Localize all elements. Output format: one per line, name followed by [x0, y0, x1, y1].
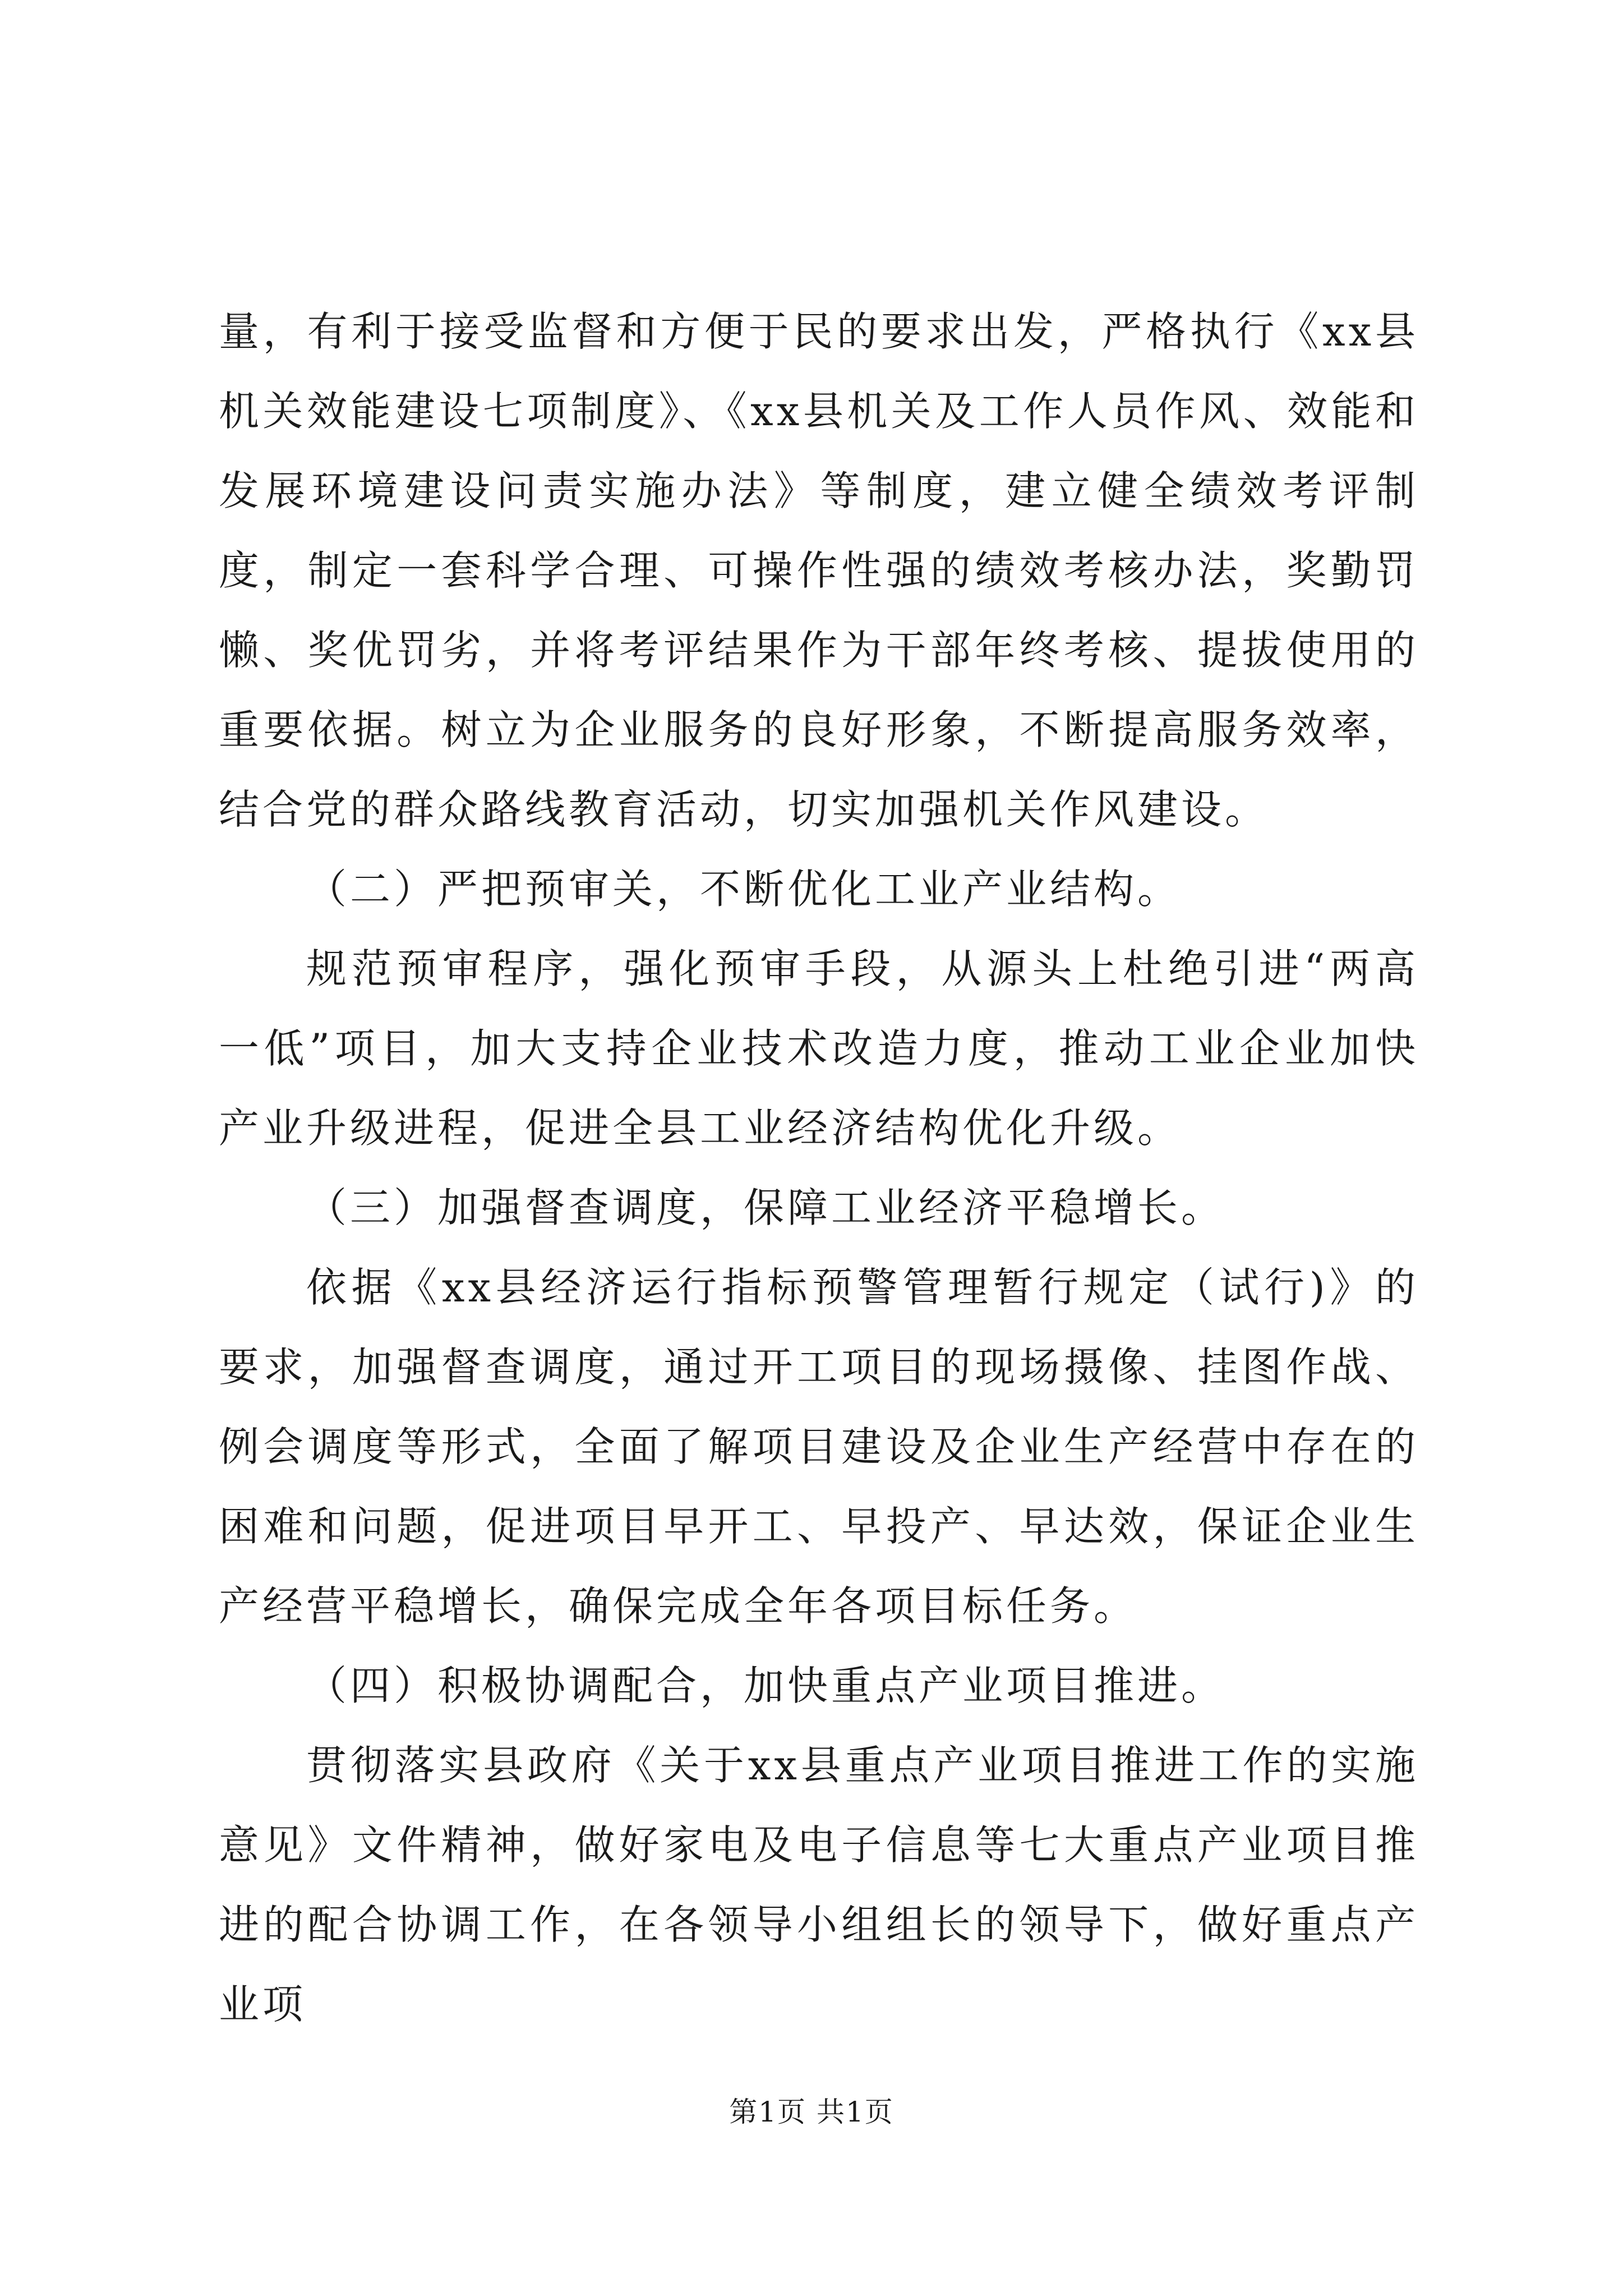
- page-footer: 第1页 共1页: [729, 2096, 894, 2128]
- section-heading-4: （四）积极协调配合，加快重点产业项目推进。: [306, 1662, 1225, 1709]
- paragraph-1: 量，有利于接受监督和方便于民的要求出发，严格执行《xx县机关效能建设七项制度》、《xx县机关及工作人员作风、效能和发展环境建设问责实施办法》等制度，建立健全绩效考评制度，制定一套科学合理、可操作性强的绩效考核办法，奖勤罚懒、奖优罚劣，并将考评结果作为干部年终考核、提拔使用的重要依据。树立为企业服务的良好形象，不断提高服务效率，结合党的群众路线教育活动，切实加强机关作风建设。: [219, 308, 1419, 833]
- section-heading-3: （三）加强督查调度，保障工业经济平稳增长。: [306, 1184, 1225, 1231]
- paragraph-3: 依据《xx县经济运行指标预警管理暂行规定（试行)》的要求，加强督查调度，通过开工项目的现场摄像、挂图作战、例会调度等形式，全面了解项目建设及企业生产经营中存在的困难和问题，促进项目早开工、早投产、早达效，保证企业生产经营平稳增长，确保完成全年各项目标任务。: [219, 1264, 1419, 1630]
- paragraph-2: 规范预审程序，强化预审手段，从源头上杜绝引进“两高一低”项目，加大支持企业技术改造力度，推动工业企业加快产业升级进程，促进全县工业经济结构优化升级。: [219, 945, 1419, 1152]
- document-body: [219, 292, 1419, 2044]
- paragraph-4: 贯彻落实县政府《关于xx县重点产业项目推进工作的实施意见》文件精神，做好家电及电子信息等七大重点产业项目推进的配合协调工作，在各领导小组组长的领导下，做好重点产业项: [219, 1742, 1419, 2028]
- section-heading-2: （二）严把预审关，不断优化工业产业结构。: [306, 866, 1182, 913]
